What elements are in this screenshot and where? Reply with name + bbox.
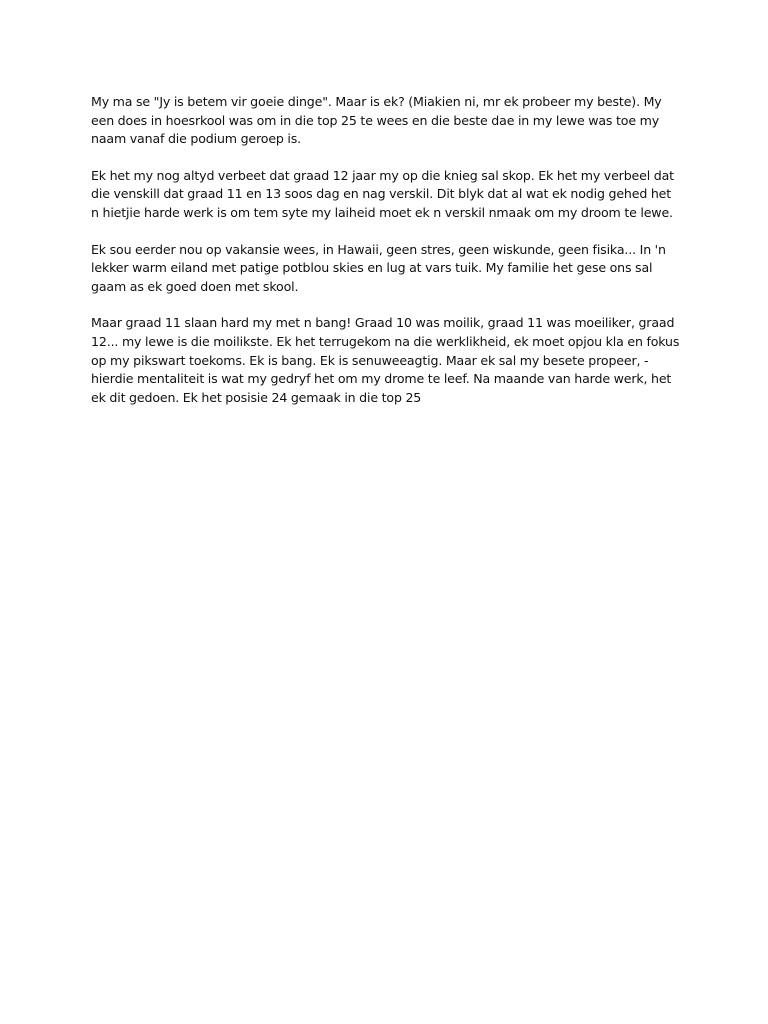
paragraph-4: Maar graad 11 slaan hard my met n bang! Graad 10 was moilik, graad 11 was moeiliker, graad 12... my lewe is die moilikste. Ek het terrugekom na die werklikheid, ek moet opjou kla en fokus op my pikswart toekoms. Ek is bang. Ek is senuweeagtig. Maar ek sal my besete propeer, - hierdie mentaliteit is wat my gedryf het om my drome te leef. Na maande van harde werk, het ek dit gedoen. Ek het posisie 24 gemaak in die top 25 <box>91 315 680 405</box>
paragraph-1: My ma se "Jy is betem vir goeie dinge". Maar is ek? (Miakien ni, mr ek probeer my beste). My een does in hoesrkool was om in die top 25 te wees en die beste dae in my lewe was toe my naam vanaf die podium geroep is. <box>91 94 662 147</box>
document-body <box>91 93 681 425</box>
paragraph-3: Ek sou eerder nou op vakansie wees, in Hawaii, geen stres, geen wiskunde, geen fisika... In 'n lekker warm eiland met patige potblou skies en lug at vars tuik. My familie het gese ons sal gaam as ek goed doen met skool. <box>91 241 666 294</box>
paragraph-2: Ek het my nog altyd verbeet dat graad 12 jaar my op die knieg sal skop. Ek het my verbeel dat die venskill dat graad 11 en 13 soos dag en nag verskil. Dit blyk dat al wat ek nodig gehed het n hietjie harde werk is om tem syte my laiheid moet ek n verskil nmaak om my droom te lewe. <box>91 167 674 220</box>
